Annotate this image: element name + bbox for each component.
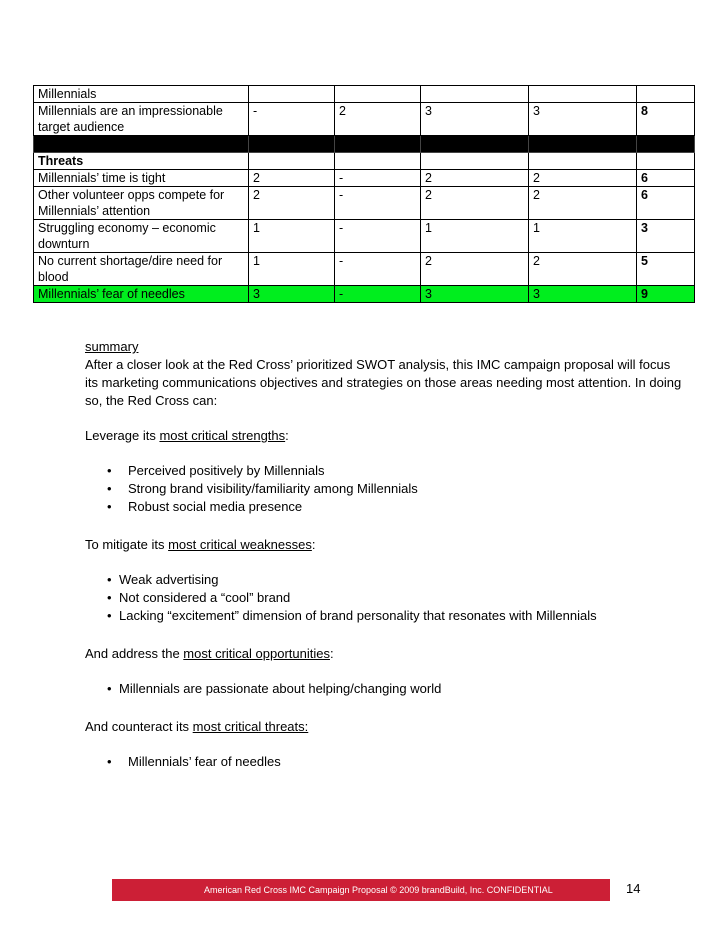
score-cell: 3 (421, 286, 529, 303)
score-cell: - (249, 103, 335, 136)
score-cell: 1 (529, 220, 637, 253)
row-label: Millennials are an impressionable target audience (34, 103, 249, 136)
page-number: 14 (626, 881, 641, 896)
score-cell: 3 (529, 103, 637, 136)
score-cell: 2 (335, 103, 421, 136)
score-cell: 3 (529, 286, 637, 303)
weaknesses-lead: To mitigate its most critical weaknesses: (85, 537, 316, 552)
score-cell: - (335, 220, 421, 253)
list-item: • Lacking “excitement” dimension of brand personality that resonates with Millennials (85, 607, 685, 625)
strengths-lead: Leverage its most critical strengths: (85, 428, 289, 443)
swot-table (33, 85, 695, 303)
score-cell: 2 (529, 253, 637, 286)
threats-list (85, 753, 685, 771)
total-cell: 8 (637, 103, 695, 136)
list-item: • Not considered a “cool” brand (85, 589, 685, 607)
threats-link-text: most critical threats: (192, 719, 309, 734)
section-header-row (34, 153, 695, 170)
score-cell: 3 (249, 286, 335, 303)
footer-bar (112, 879, 610, 901)
table-row (34, 86, 695, 103)
score-cell: 2 (529, 187, 637, 220)
score-cell: - (335, 253, 421, 286)
score-cell: - (335, 286, 421, 303)
summary-section (85, 338, 685, 771)
row-label: Struggling economy – economic downturn (34, 220, 249, 253)
total-cell: 6 (637, 170, 695, 187)
opportunities-list (85, 680, 685, 698)
total-cell: 6 (637, 187, 695, 220)
score-cell: 2 (249, 170, 335, 187)
score-cell: 2 (529, 170, 637, 187)
section-divider (34, 136, 695, 153)
table-row (34, 187, 695, 220)
list-item: • Robust social media presence (85, 498, 685, 516)
list-item: • Millennials’ fear of needles (85, 753, 685, 771)
row-label: No current shortage/dire need for blood (34, 253, 249, 286)
list-item: • Weak advertising (85, 571, 685, 589)
summary-heading: summary (85, 339, 139, 354)
opportunities-link-text: most critical opportunities (183, 646, 330, 661)
highlighted-row (34, 286, 695, 303)
threats-lead: And counteract its most critical threats: (85, 719, 309, 734)
table-row (34, 220, 695, 253)
score-cell: 2 (421, 187, 529, 220)
table-row (34, 170, 695, 187)
list-item: • Strong brand visibility/familiarity among Millennials (85, 480, 685, 498)
score-cell: 2 (421, 170, 529, 187)
total-cell: 5 (637, 253, 695, 286)
row-label: Millennials’ fear of needles (34, 286, 249, 303)
score-cell: 3 (421, 103, 529, 136)
total-cell: 9 (637, 286, 695, 303)
score-cell: 2 (249, 187, 335, 220)
opportunities-lead: And address the most critical opportunities: (85, 646, 334, 661)
footer-text: American Red Cross IMC Campaign Proposal © 2009 brandBuild, Inc. CONFIDENTIAL (204, 885, 553, 895)
score-cell: 1 (249, 253, 335, 286)
score-cell: - (335, 170, 421, 187)
list-item: • Perceived positively by Millennials (85, 462, 685, 480)
score-cell: - (335, 187, 421, 220)
table-row (34, 103, 695, 136)
total-cell: 3 (637, 220, 695, 253)
weaknesses-list (85, 571, 685, 625)
row-label: Millennials (34, 86, 249, 103)
strengths-link-text: most critical strengths (159, 428, 286, 443)
strengths-list (85, 462, 685, 516)
list-item: • Millennials are passionate about helping/changing world (85, 680, 685, 698)
row-label: Other volunteer opps compete for Millennials’ attention (34, 187, 249, 220)
score-cell: 1 (249, 220, 335, 253)
row-label: Millennials’ time is tight (34, 170, 249, 187)
summary-intro: After a closer look at the Red Cross’ prioritized SWOT analysis, this IMC campaign proposal will focus its marketing communications objectives and strategies on those areas needing most attention. In doing so, the Red Cross can: (85, 357, 682, 408)
score-cell: 2 (421, 253, 529, 286)
threats-header: Threats (34, 153, 249, 170)
table-row (34, 253, 695, 286)
score-cell: 1 (421, 220, 529, 253)
weaknesses-link-text: most critical weaknesses (168, 537, 312, 552)
